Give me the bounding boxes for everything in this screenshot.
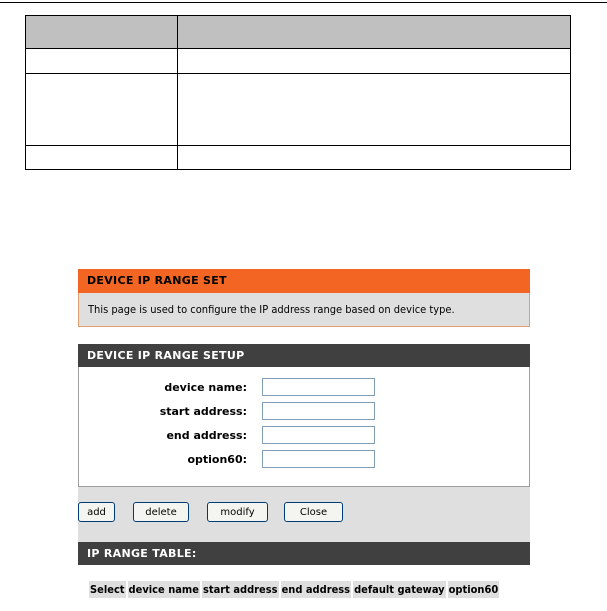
form-row-end-address [79,426,531,446]
page-title: DEVICE IP RANGE SET [78,269,530,293]
form-row-option60 [79,450,531,470]
end-address-label: end address: [166,429,247,442]
ip-range-table [87,581,501,598]
document-table-cell [26,49,178,74]
document-table-cell [26,74,178,146]
column-header-end-address: end address [281,583,351,596]
document-table [25,15,571,170]
end-address-input[interactable] [262,426,375,444]
start-address-input[interactable] [262,402,375,420]
column-header-device-name: device name [128,583,199,596]
range-table-heading: IP RANGE TABLE: [78,542,530,565]
document-table-header-cell [178,16,571,49]
setup-section-heading: DEVICE IP RANGE SETUP [78,344,530,367]
document-table-row [26,74,571,146]
document-table-row [26,49,571,74]
column-header-start-address: start address [202,583,278,596]
top-rule [0,2,607,3]
document-table-header-row [26,16,571,49]
column-header-select: Select [90,583,125,596]
document-table-header-cell [26,16,178,49]
option60-input[interactable] [262,450,375,468]
modify-button[interactable]: modify [207,502,268,522]
delete-button[interactable]: delete [133,502,189,522]
device-name-input[interactable] [262,378,375,396]
document-table-cell [178,74,571,146]
page-description: This page is used to configure the IP address range based on device type. [78,293,530,327]
document-table-cell [178,146,571,170]
setup-form [78,367,530,487]
ip-range-table-header-row [89,581,499,598]
option60-label: option60: [187,453,247,466]
device-ip-range-panel [78,269,530,610]
column-header-option60: option60 [448,583,499,596]
column-header-default-gateway: default gateway [354,583,445,596]
form-row-start-address [79,402,531,422]
form-row-device-name [79,378,531,398]
add-button[interactable]: add [78,502,115,522]
close-button[interactable]: Close [284,502,343,522]
document-table-cell [178,49,571,74]
document-table-row [26,146,571,170]
range-table-section [78,565,530,610]
document-table-cell [26,146,178,170]
device-name-label: device name: [164,381,247,394]
button-bar [78,487,530,542]
start-address-label: start address: [159,405,247,418]
